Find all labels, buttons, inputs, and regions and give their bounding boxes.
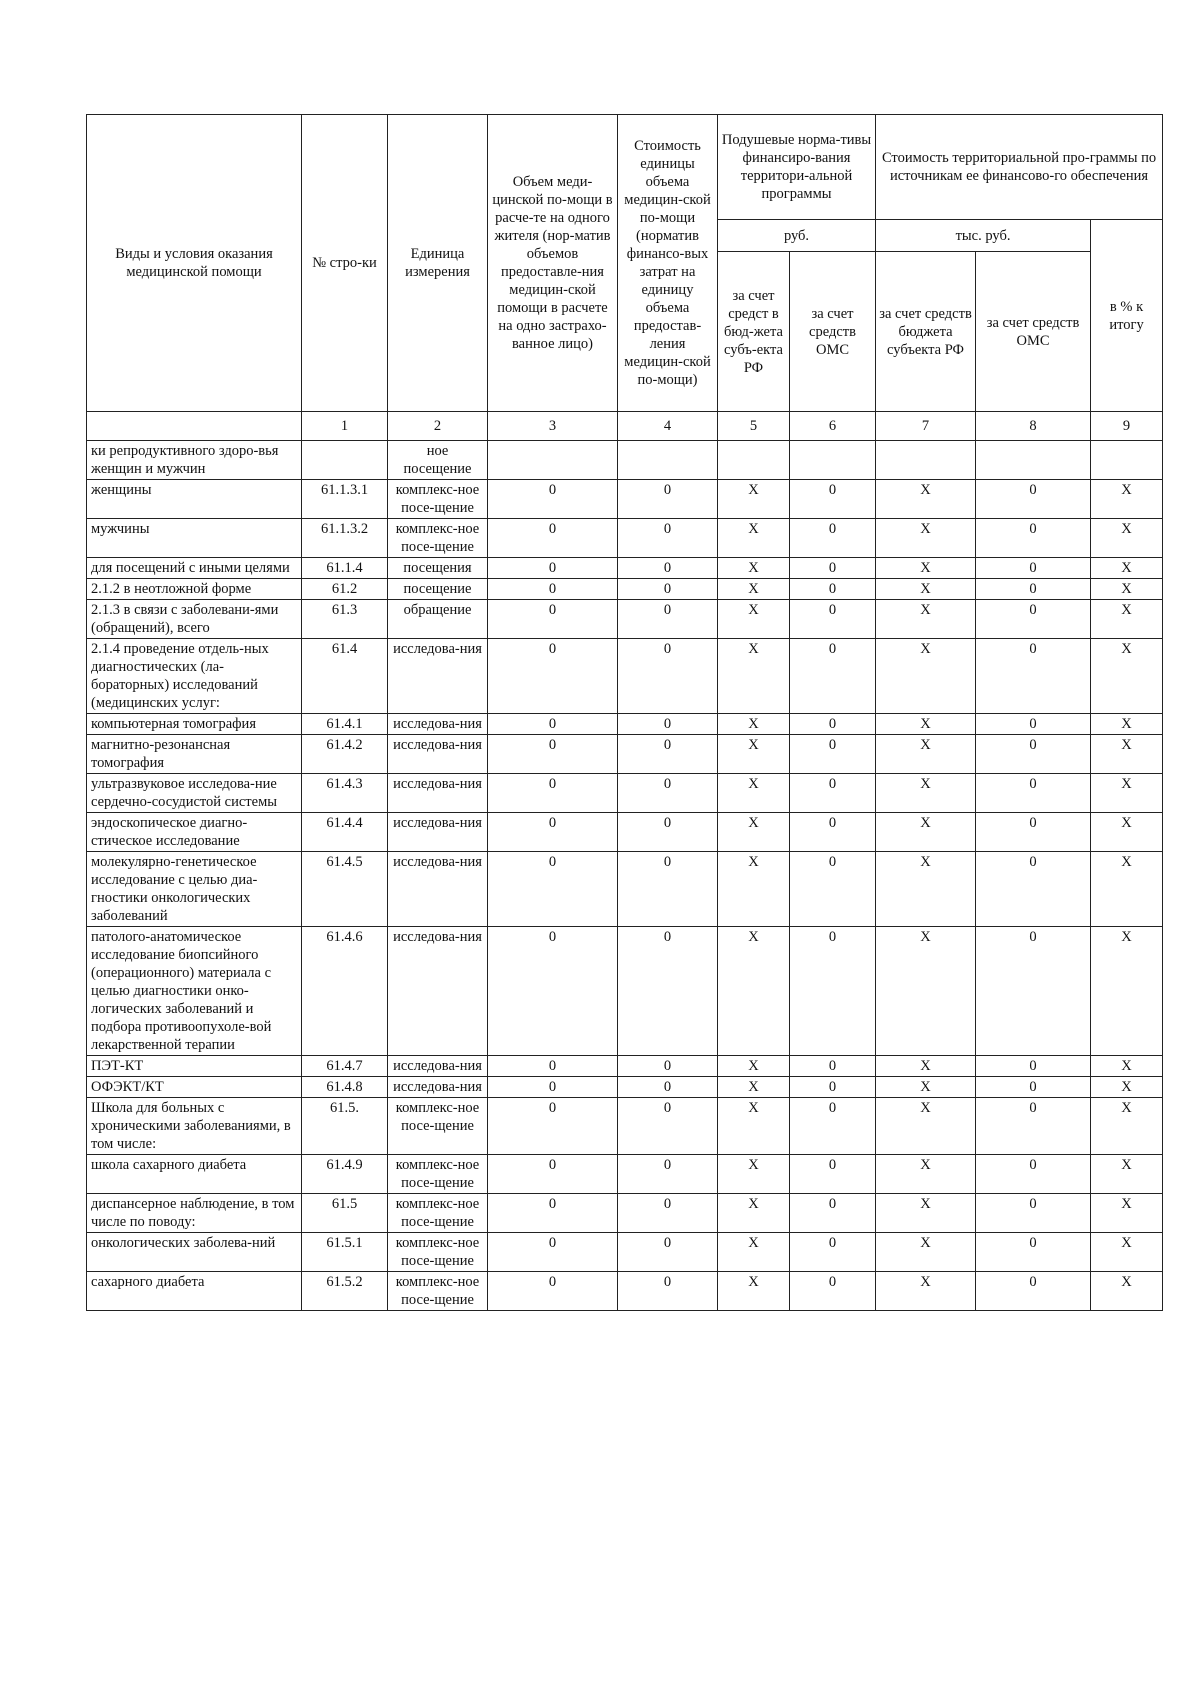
table-cell: X bbox=[876, 639, 976, 714]
table-cell: исследова-ния bbox=[388, 813, 488, 852]
table-cell: 0 bbox=[976, 519, 1091, 558]
table-cell: исследова-ния bbox=[388, 735, 488, 774]
table-cell: 0 bbox=[790, 714, 876, 735]
table-cell: X bbox=[718, 1194, 790, 1233]
row-label: ОФЭКТ/КТ bbox=[87, 1077, 302, 1098]
table-cell: 0 bbox=[790, 1098, 876, 1155]
table-cell: 61.1.3.1 bbox=[302, 480, 388, 519]
row-label: онкологических заболева-ний bbox=[87, 1233, 302, 1272]
table-cell: 0 bbox=[790, 774, 876, 813]
table-cell: X bbox=[876, 852, 976, 927]
table-cell: 0 bbox=[618, 813, 718, 852]
row-label: ки репродуктивного здоро-вья женщин и мужчин bbox=[87, 441, 302, 480]
row-label: 2.1.2 в неотложной форме bbox=[87, 579, 302, 600]
table-cell: 61.4 bbox=[302, 639, 388, 714]
table-cell: X bbox=[1091, 852, 1163, 927]
table-cell: 0 bbox=[488, 480, 618, 519]
column-number: 1 bbox=[302, 412, 388, 441]
row-label: молекулярно-генетическое исследование с целью диа-гностики онкологических заболеваний bbox=[87, 852, 302, 927]
table-cell: 0 bbox=[618, 1272, 718, 1311]
header-col9: в % к итогу bbox=[1091, 220, 1163, 412]
table-cell: X bbox=[718, 639, 790, 714]
table-cell: 61.4.8 bbox=[302, 1077, 388, 1098]
table-cell: 0 bbox=[488, 714, 618, 735]
table-cell: 61.4.7 bbox=[302, 1056, 388, 1077]
table-cell: X bbox=[876, 558, 976, 579]
table-row bbox=[87, 852, 1163, 927]
table-cell: 0 bbox=[488, 1056, 618, 1077]
table-cell: 0 bbox=[618, 579, 718, 600]
table-cell: 61.4.5 bbox=[302, 852, 388, 927]
table-cell: 0 bbox=[790, 1077, 876, 1098]
table-cell: 0 bbox=[488, 852, 618, 927]
row-label: 2.1.4 проведение отдель-ных диагностических (ла-бораторных) исследований (медицинских услуг: bbox=[87, 639, 302, 714]
table-cell: 0 bbox=[790, 639, 876, 714]
table-cell: комплекс-ное посе-щение bbox=[388, 1272, 488, 1311]
header-stoim: Стоимость единицы объема медицин-ской по-мощи (норматив финансо-вых затрат на единицу объема предостав-ления медицин-ской по-мощи) bbox=[618, 115, 718, 412]
table-row bbox=[87, 1056, 1163, 1077]
table-cell: 0 bbox=[976, 813, 1091, 852]
row-label: ультразвуковое исследова-ние сердечно-сосудистой системы bbox=[87, 774, 302, 813]
table-cell: исследова-ния bbox=[388, 774, 488, 813]
table-cell: 0 bbox=[618, 558, 718, 579]
table-cell: 0 bbox=[618, 1077, 718, 1098]
table-cell: X bbox=[718, 1098, 790, 1155]
table-cell: X bbox=[1091, 927, 1163, 1056]
table-cell: X bbox=[876, 813, 976, 852]
table-cell: 0 bbox=[976, 1233, 1091, 1272]
table-cell: 61.4.1 bbox=[302, 714, 388, 735]
table-cell: X bbox=[876, 600, 976, 639]
table-cell: X bbox=[876, 1272, 976, 1311]
table-cell: 0 bbox=[790, 813, 876, 852]
table-cell: 0 bbox=[790, 1194, 876, 1233]
table-cell: 0 bbox=[488, 774, 618, 813]
table-cell: 0 bbox=[976, 774, 1091, 813]
table-cell: 61.4.6 bbox=[302, 927, 388, 1056]
table-cell: 0 bbox=[790, 480, 876, 519]
table-cell: 0 bbox=[976, 600, 1091, 639]
table-cell: 0 bbox=[488, 1155, 618, 1194]
table-cell: 61.4.3 bbox=[302, 774, 388, 813]
table-cell: X bbox=[718, 1272, 790, 1311]
table-cell: 61.4.9 bbox=[302, 1155, 388, 1194]
table-cell: 0 bbox=[976, 852, 1091, 927]
table-cell: 0 bbox=[488, 519, 618, 558]
header-ed: Единица измерения bbox=[388, 115, 488, 412]
row-label: женщины bbox=[87, 480, 302, 519]
table-cell: X bbox=[876, 1194, 976, 1233]
table-cell: 0 bbox=[618, 852, 718, 927]
header-col5: за счет средст в бюд-жета субъ-екта РФ bbox=[718, 252, 790, 412]
table-row bbox=[87, 480, 1163, 519]
table-cell: 0 bbox=[618, 1194, 718, 1233]
table-cell: X bbox=[876, 1056, 976, 1077]
table-cell: X bbox=[1091, 813, 1163, 852]
table-cell: комплекс-ное посе-щение bbox=[388, 1155, 488, 1194]
column-number: 3 bbox=[488, 412, 618, 441]
table-row bbox=[87, 1194, 1163, 1233]
table-cell bbox=[618, 441, 718, 480]
table-row bbox=[87, 1272, 1163, 1311]
table-cell bbox=[790, 441, 876, 480]
table-cell: 0 bbox=[488, 1077, 618, 1098]
table-cell: 0 bbox=[790, 735, 876, 774]
column-numbers-row bbox=[87, 412, 1163, 441]
table-cell: 61.5 bbox=[302, 1194, 388, 1233]
table-cell: X bbox=[1091, 480, 1163, 519]
table-cell: 61.3 bbox=[302, 600, 388, 639]
table-cell: 0 bbox=[976, 1098, 1091, 1155]
table-cell: комплекс-ное посе-щение bbox=[388, 1233, 488, 1272]
row-label: для посещений с иными целями bbox=[87, 558, 302, 579]
table-cell: X bbox=[718, 600, 790, 639]
row-label: мужчины bbox=[87, 519, 302, 558]
table-cell: 0 bbox=[790, 558, 876, 579]
table-cell: X bbox=[718, 735, 790, 774]
column-number bbox=[87, 412, 302, 441]
table-cell: комплекс-ное посе-щение bbox=[388, 1194, 488, 1233]
table-cell: X bbox=[876, 1098, 976, 1155]
header-nstr: № стро-ки bbox=[302, 115, 388, 412]
column-number: 5 bbox=[718, 412, 790, 441]
row-label: Школа для больных с хроническими заболеваниями, в том числе: bbox=[87, 1098, 302, 1155]
table-cell: X bbox=[718, 1155, 790, 1194]
header-col7: за счет средств бюджета субъекта РФ bbox=[876, 252, 976, 412]
column-number: 2 bbox=[388, 412, 488, 441]
table-cell: X bbox=[1091, 1194, 1163, 1233]
table-row bbox=[87, 714, 1163, 735]
column-number: 8 bbox=[976, 412, 1091, 441]
table-cell: 0 bbox=[790, 1056, 876, 1077]
column-number: 6 bbox=[790, 412, 876, 441]
table-cell: X bbox=[718, 519, 790, 558]
table-cell: 0 bbox=[790, 519, 876, 558]
table-cell: X bbox=[876, 579, 976, 600]
table-cell: X bbox=[718, 1077, 790, 1098]
table-row bbox=[87, 579, 1163, 600]
table-row bbox=[87, 1098, 1163, 1155]
table-cell: X bbox=[1091, 1077, 1163, 1098]
table-cell: 0 bbox=[488, 813, 618, 852]
table-cell: исследова-ния bbox=[388, 1056, 488, 1077]
table-cell: 0 bbox=[790, 927, 876, 1056]
table-cell: 0 bbox=[618, 774, 718, 813]
table-cell: X bbox=[876, 519, 976, 558]
table-row bbox=[87, 774, 1163, 813]
row-label: школа сахарного диабета bbox=[87, 1155, 302, 1194]
row-label: диспансерное наблюдение, в том числе по поводу: bbox=[87, 1194, 302, 1233]
table-row bbox=[87, 1233, 1163, 1272]
table-cell: 61.1.4 bbox=[302, 558, 388, 579]
header-obem: Объем меди-цинской по-мощи в расче-те на одного жителя (нор-матив объемов предоставле-ния медицин-ской помощи в расчете на одно застрахо-ванное лицо) bbox=[488, 115, 618, 412]
table-cell: 0 bbox=[618, 1098, 718, 1155]
table-cell: обращение bbox=[388, 600, 488, 639]
table-cell: 0 bbox=[790, 1233, 876, 1272]
row-label: эндоскопическое диагно-стическое исследование bbox=[87, 813, 302, 852]
table-cell: 0 bbox=[976, 1056, 1091, 1077]
table-cell: X bbox=[876, 927, 976, 1056]
table-cell: X bbox=[1091, 1056, 1163, 1077]
table-cell: 0 bbox=[488, 1194, 618, 1233]
table-cell: 0 bbox=[790, 579, 876, 600]
table-cell: X bbox=[718, 714, 790, 735]
header-col8: за счет средств ОМС bbox=[976, 252, 1091, 412]
header-unit-tys-rub: тыс. руб. bbox=[876, 220, 1091, 252]
table-cell: X bbox=[1091, 735, 1163, 774]
row-label: ПЭТ-КТ bbox=[87, 1056, 302, 1077]
table-cell: 0 bbox=[618, 1056, 718, 1077]
table-cell: X bbox=[876, 1155, 976, 1194]
table-cell: X bbox=[1091, 1233, 1163, 1272]
table-cell: 0 bbox=[618, 600, 718, 639]
table-cell: 0 bbox=[488, 1272, 618, 1311]
table-cell: 0 bbox=[618, 1155, 718, 1194]
table-cell: X bbox=[718, 813, 790, 852]
table-cell: X bbox=[718, 558, 790, 579]
table-cell: X bbox=[876, 1233, 976, 1272]
table-cell: X bbox=[1091, 558, 1163, 579]
financing-table bbox=[86, 114, 1163, 1311]
table-cell bbox=[976, 441, 1091, 480]
table-cell: 0 bbox=[976, 1272, 1091, 1311]
table-row bbox=[87, 1155, 1163, 1194]
table-cell: 0 bbox=[488, 735, 618, 774]
table-cell: X bbox=[1091, 1098, 1163, 1155]
table-cell: исследова-ния bbox=[388, 714, 488, 735]
table-cell: 61.1.3.2 bbox=[302, 519, 388, 558]
row-label: патолого-анатомическое исследование биопсийного (операционного) материала с целью диагностики онко-логических заболеваний и подбора противоопухоле-вой лекарственной терапии bbox=[87, 927, 302, 1056]
table-cell bbox=[488, 441, 618, 480]
row-label: 2.1.3 в связи с заболевани-ями (обращений), всего bbox=[87, 600, 302, 639]
header-stoim-terr: Стоимость территориальной про-граммы по источникам ее финансово-го обеспечения bbox=[876, 115, 1163, 220]
table-cell: X bbox=[876, 1077, 976, 1098]
table-row bbox=[87, 1077, 1163, 1098]
row-label: компьютерная томография bbox=[87, 714, 302, 735]
header-vid: Виды и условия оказания медицинской помощи bbox=[87, 115, 302, 412]
table-cell: комплекс-ное посе-щение bbox=[388, 1098, 488, 1155]
table-cell: 0 bbox=[976, 480, 1091, 519]
table-cell: исследова-ния bbox=[388, 639, 488, 714]
header-unit-rub: руб. bbox=[718, 220, 876, 252]
table-cell: исследова-ния bbox=[388, 852, 488, 927]
table-row bbox=[87, 519, 1163, 558]
table-cell: X bbox=[718, 1056, 790, 1077]
table-cell: 0 bbox=[488, 579, 618, 600]
table-cell bbox=[1091, 441, 1163, 480]
table-cell: 0 bbox=[488, 558, 618, 579]
table-cell: 0 bbox=[790, 1155, 876, 1194]
row-label: сахарного диабета bbox=[87, 1272, 302, 1311]
table-cell: 0 bbox=[790, 1272, 876, 1311]
table-cell: X bbox=[718, 480, 790, 519]
table-cell: 0 bbox=[976, 735, 1091, 774]
table-cell: 0 bbox=[488, 639, 618, 714]
document-page bbox=[86, 114, 1162, 1311]
table-cell: 61.2 bbox=[302, 579, 388, 600]
table-cell bbox=[876, 441, 976, 480]
table-cell: 0 bbox=[618, 735, 718, 774]
table-cell: 61.5.2 bbox=[302, 1272, 388, 1311]
table-cell: X bbox=[718, 852, 790, 927]
table-cell: X bbox=[876, 774, 976, 813]
table-cell bbox=[718, 441, 790, 480]
table-cell: X bbox=[876, 735, 976, 774]
table-cell: 0 bbox=[976, 927, 1091, 1056]
table-row bbox=[87, 558, 1163, 579]
table-cell: 0 bbox=[618, 1233, 718, 1272]
table-cell: исследова-ния bbox=[388, 1077, 488, 1098]
column-number: 7 bbox=[876, 412, 976, 441]
table-row bbox=[87, 735, 1163, 774]
table-cell: 61.4.4 bbox=[302, 813, 388, 852]
table-cell: 0 bbox=[618, 714, 718, 735]
table-cell: X bbox=[718, 1233, 790, 1272]
table-cell: посещение bbox=[388, 579, 488, 600]
row-label: магнитно-резонансная томография bbox=[87, 735, 302, 774]
table-cell: 0 bbox=[488, 927, 618, 1056]
table-cell: ное посещение bbox=[388, 441, 488, 480]
table-cell bbox=[302, 441, 388, 480]
table-cell: 0 bbox=[618, 927, 718, 1056]
table-cell: X bbox=[1091, 774, 1163, 813]
table-cell: 0 bbox=[976, 579, 1091, 600]
table-cell: 0 bbox=[976, 558, 1091, 579]
table-row bbox=[87, 441, 1163, 480]
table-cell: X bbox=[1091, 639, 1163, 714]
table-cell: посещения bbox=[388, 558, 488, 579]
table-cell: 61.4.2 bbox=[302, 735, 388, 774]
table-cell: X bbox=[1091, 1155, 1163, 1194]
table-body bbox=[87, 441, 1163, 1311]
table-row bbox=[87, 639, 1163, 714]
table-cell: 0 bbox=[976, 1155, 1091, 1194]
table-row bbox=[87, 813, 1163, 852]
table-cell: 0 bbox=[618, 519, 718, 558]
column-number: 9 bbox=[1091, 412, 1163, 441]
table-cell: X bbox=[1091, 600, 1163, 639]
table-cell: X bbox=[876, 480, 976, 519]
table-cell: исследова-ния bbox=[388, 927, 488, 1056]
table-cell: комплекс-ное посе-щение bbox=[388, 480, 488, 519]
table-cell: X bbox=[1091, 579, 1163, 600]
table-cell: 0 bbox=[790, 852, 876, 927]
table-cell: X bbox=[1091, 519, 1163, 558]
table-cell: 0 bbox=[976, 1194, 1091, 1233]
table-cell: 0 bbox=[488, 1233, 618, 1272]
table-row bbox=[87, 927, 1163, 1056]
header-col6: за счет средств ОМС bbox=[790, 252, 876, 412]
table-cell: 0 bbox=[618, 639, 718, 714]
table-cell: 61.5.1 bbox=[302, 1233, 388, 1272]
table-cell: X bbox=[876, 714, 976, 735]
table-cell: 61.5. bbox=[302, 1098, 388, 1155]
table-cell: 0 bbox=[976, 639, 1091, 714]
table-cell: X bbox=[718, 927, 790, 1056]
table-cell: X bbox=[1091, 1272, 1163, 1311]
table-cell: X bbox=[718, 579, 790, 600]
table-cell: X bbox=[718, 774, 790, 813]
table-cell: 0 bbox=[976, 714, 1091, 735]
table-cell: комплекс-ное посе-щение bbox=[388, 519, 488, 558]
header-podush: Подушевые норма-тивы финансиро-вания территори-альной программы bbox=[718, 115, 876, 220]
table-cell: 0 bbox=[976, 1077, 1091, 1098]
column-number: 4 bbox=[618, 412, 718, 441]
table-cell: 0 bbox=[488, 1098, 618, 1155]
table-cell: 0 bbox=[618, 480, 718, 519]
table-cell: X bbox=[1091, 714, 1163, 735]
table-row bbox=[87, 600, 1163, 639]
table-cell: 0 bbox=[790, 600, 876, 639]
table-cell: 0 bbox=[488, 600, 618, 639]
